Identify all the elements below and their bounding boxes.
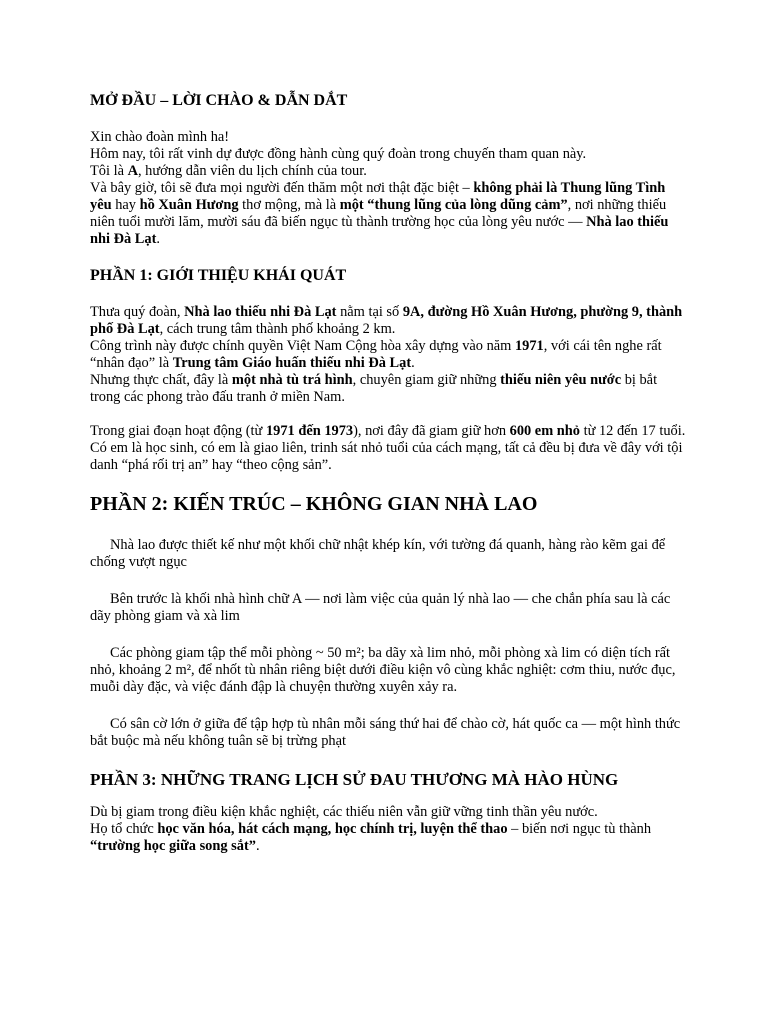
text: Thưa quý đoàn, [90, 304, 185, 320]
text: , hướng dẫn viên du lịch chính của tour. [137, 163, 367, 179]
part2-paragraph: Nhà lao được thiết kế như một khối chữ nhật khép kín, với tường đá quanh, hàng rào kẽm gai để chống vượt ngục [90, 537, 666, 570]
bold-text: Trung tâm Giáo huấn thiếu nhi Đà Lạt [172, 355, 412, 371]
bold-text: 1971 đến 1973 [265, 423, 354, 439]
part2-heading: PHẦN 2: KIẾN TRÚC – KHÔNG GIAN NHÀ LAO [90, 493, 538, 515]
text: Họ tổ chức [90, 821, 158, 837]
part2-paragraph: Bên trước là khối nhà hình chữ A — nơi làm việc của quản lý nhà lao — che chắn phía sau là các dãy phòng giam và xà lim [90, 591, 671, 624]
part1-paragraph: Có em là học sinh, có em là giao liên, trinh sát nhỏ tuổi của cách mạng, tất cả đều bị đưa về đây với tội danh “phá rối trị an” hay “theo cộng sản”. [90, 440, 683, 473]
text: ), nơi đây đã giam giữ hơn [353, 423, 510, 439]
part1-paragraph [90, 338, 688, 372]
part1-paragraph [90, 423, 688, 440]
bold-text: không phải là Thung lũng Tình yêu [90, 180, 666, 213]
text: Tôi là [90, 163, 128, 179]
bold-text: một “thung lũng của lòng dũng cảm” [339, 197, 568, 213]
bold-text: Nhà lao thiếu nhi Đà Lạt [184, 304, 337, 320]
part3-paragraph: Dù bị giam trong điều kiện khắc nghiệt, các thiếu niên vẫn giữ vững tinh thần yêu nước. [90, 804, 598, 820]
bold-text: hồ Xuân Hương [139, 197, 239, 213]
intro-guide-line [90, 163, 688, 180]
part2-paragraph: Có sân cờ lớn ở giữa để tập hợp tù nhân mỗi sáng thứ hai để chào cờ, hát quốc ca — một hình thức bắt buộc mà nếu không tuân sẽ bị trừng phạt [90, 716, 681, 749]
bold-text: Nhà lao thiếu nhi Đà Lạt [90, 214, 669, 247]
text: hay [111, 197, 140, 213]
text: Trong giai đoạn hoạt động (từ [90, 423, 266, 439]
intro-line: Hôm nay, tôi rất vinh dự được đồng hành cùng quý đoàn trong chuyến tham quan này. [90, 146, 587, 162]
bold-text: học văn hóa, hát cách mạng, học chính trị, luyện thể thao [157, 821, 508, 837]
text: , với cái tên nghe rất “nhân đạo” là [90, 338, 662, 371]
part1-heading: PHẦN 1: GIỚI THIỆU KHÁI QUÁT [90, 267, 347, 284]
part2-paragraph: Các phòng giam tập thể mỗi phòng ~ 50 m²; ba dãy xà lim nhỏ, mỗi phòng xà lim có diện tích rất nhỏ, khoảng 2 m², để nhốt tù nhân riêng biệt dưới điều kiện vô cùng khắc nghiệt: cơm thiu, nước đục, muỗi dày đặc, và việc đánh đập là chuyện thường xuyên xảy ra. [90, 645, 676, 695]
text: Công trình này được chính quyền Việt Nam Cộng hòa xây dựng vào năm [90, 338, 515, 354]
part1-paragraph [90, 304, 688, 338]
text: , nơi những thiếu niên tuổi mười lăm, mười sáu đã biến ngục tù thành trường học của lòng yêu nước — [90, 197, 667, 230]
bold-text: một nhà tù trá hình [231, 372, 353, 388]
bold-text: 600 em nhỏ [509, 423, 580, 439]
text: thơ mộng, mà là [238, 197, 340, 213]
part3-paragraph [90, 821, 688, 855]
intro-heading: MỞ ĐẦU – LỜI CHÀO & DẪN DẮT [90, 92, 348, 109]
text: từ 12 đến 17 tuổi. [579, 423, 686, 439]
text: , cách trung tâm thành phố khoảng 2 km. [159, 321, 396, 337]
text: . [156, 231, 160, 247]
text: . [255, 838, 260, 854]
text: Và bây giờ, tôi sẽ đưa mọi người đến thăm một nơi thật đặc biệt – [90, 180, 474, 196]
intro-paragraph [90, 180, 688, 248]
text: Nhưng thực chất, đây là [90, 372, 232, 388]
part3-heading: PHẦN 3: NHỮNG TRANG LỊCH SỬ ĐAU THƯƠNG MÀ HÀO HÙNG [90, 770, 619, 789]
text: bị bắt trong các phong trào đấu tranh ở miền Nam. [90, 372, 658, 405]
bold-text: “trường học giữa song sắt” [90, 838, 256, 854]
part1-paragraph [90, 372, 688, 406]
guide-name: A [127, 163, 138, 179]
text: nằm tại số [336, 304, 403, 320]
intro-greeting: Xin chào đoàn mình ha! [90, 129, 230, 145]
text: , chuyên giam giữ những [352, 372, 501, 388]
bold-text: 1971 [514, 338, 544, 354]
bold-text: thiếu niên yêu nước [500, 372, 622, 388]
text: . [411, 355, 415, 371]
bold-text: 9A, đường Hồ Xuân Hương, phường 9, thành phố Đà Lạt [90, 304, 683, 337]
text: – biến nơi ngục tù thành [507, 821, 652, 837]
